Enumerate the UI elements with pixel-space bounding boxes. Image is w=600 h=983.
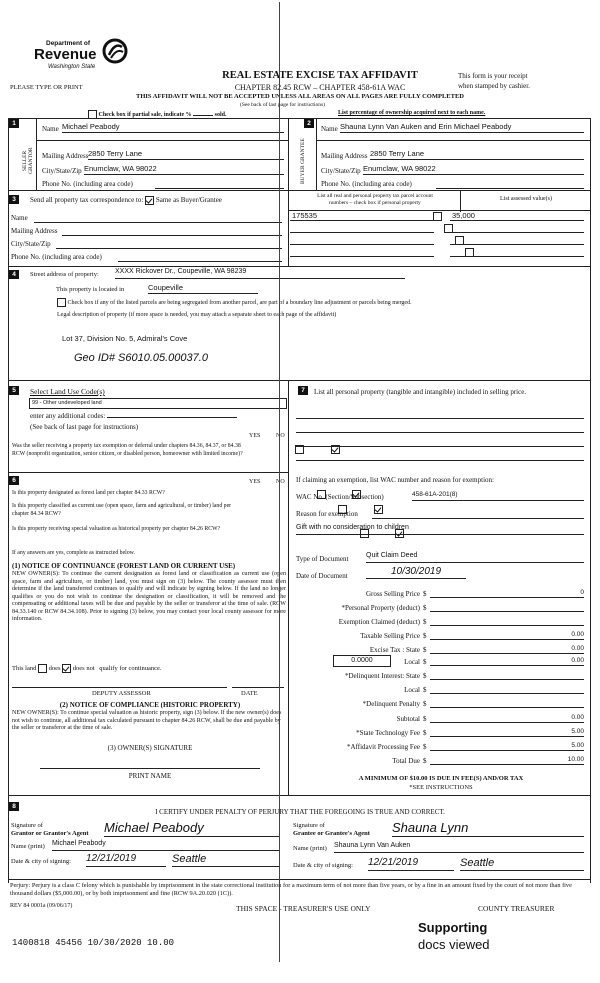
sec5-yes-header: YES (249, 433, 261, 439)
parcel-line-4[interactable] (290, 256, 434, 257)
buyer-name-label: Name (321, 125, 338, 133)
buyer-name[interactable]: Shauna Lynn Van Auken and Erin Michael Peabody (340, 122, 584, 133)
seller-name[interactable]: Michael Peabody (62, 122, 284, 133)
segregated-row: Check box if any of the listed parcels are being segregated from another parcel, are part of a boundary line adjustment or parcels being merged. (57, 298, 412, 307)
receipt-note-2: when stamped by cashier. (458, 82, 530, 90)
gross-dollar: $ (423, 590, 427, 598)
print-name-label: PRINT NAME (128, 772, 172, 780)
owner-signature-label: (3) OWNER(S) SIGNATURE (107, 744, 193, 752)
county-treasurer: COUNTY TREASURER (478, 904, 555, 913)
land-use-code: 99 - Other undeveloped land (32, 400, 102, 406)
total-value[interactable]: 10.00 (430, 756, 584, 765)
doc-type[interactable]: Quit Claim Deed (366, 552, 584, 563)
parcel-line-2[interactable] (290, 232, 434, 233)
deputy-date-line[interactable] (232, 687, 284, 688)
assessed-line-1 (450, 220, 584, 221)
grantor-signature[interactable]: Michael Peabody (104, 820, 280, 837)
exemption-claimed-value[interactable] (430, 617, 584, 626)
excise-state-label: Excise Tax : State (369, 646, 420, 654)
tax-phone-label: Phone No. (including area code) (11, 253, 102, 261)
local-rate: 0.0000 (351, 657, 373, 664)
land-does-checkbox[interactable] (38, 664, 47, 673)
notice-compliance-title: (2) NOTICE OF COMPLIANCE (HISTORIC PROPERTY) (59, 701, 241, 709)
buyer-city-label: City/State/Zip (321, 167, 361, 175)
buyer-city[interactable]: Enumclaw, WA 98022 (363, 164, 584, 175)
gross-label: Gross Selling Price (365, 590, 420, 598)
grantor-sig-label-1: Signature of (11, 822, 43, 829)
buyer-phone[interactable] (436, 180, 584, 189)
please-type: PLEASE TYPE OR PRINT (10, 84, 83, 91)
grantee-name[interactable]: Shauna Lynn Van Auken (334, 842, 584, 853)
located-in[interactable]: Coupeville (148, 283, 258, 294)
personal-property-line-4[interactable] (296, 460, 584, 461)
grantor-date-label: Date & city of signing: (11, 858, 71, 865)
notice-continuance-body: NEW OWNER(S): To continue the current designation as forest land or classification as current use (open space, farm and agriculture, or timber) land, you must sign on (3) below. The county assessor must then determine if the land transferred continues to qualify and will indicate by signing below. If the land no longer qualifies or you do not wish to continue the designation or classification, it will be removed and the compensating or additional taxes will be due and payable by the seller or transferor at the time of sale. (RCW 84.33.140 or RCW 84.34.108). Prior to signing (3) below, you may contact your local county assessor for more information. (12, 571, 286, 622)
logo-state: Washington State (48, 64, 96, 70)
affidavit-fee-dollar: $ (423, 743, 427, 751)
list-personal-property: List all personal property (tangible and intangible) included in selling price. (314, 388, 527, 396)
seller-city[interactable]: Enumclaw, WA 98022 (84, 164, 284, 175)
grantee-date-label: Date & city of signing: (293, 862, 353, 869)
reason-label: Reason for exemption (296, 510, 358, 518)
warning-banner: THIS AFFIDAVIT WILL NOT BE ACCEPTED UNLESS ALL AREAS ON ALL PAGES ARE FULLY COMPLETED (136, 93, 464, 100)
grantee-date[interactable]: 12/21/2019 (368, 857, 454, 871)
revenue-logo (34, 40, 129, 76)
tax-mail-label: Mailing Address (11, 227, 58, 235)
logo-swirl-icon (102, 38, 128, 64)
section-6-number: 6 (9, 476, 19, 485)
sec5-q1: Was the seller receiving a property tax exemption or deferral under chapters 84.36, 84.37, or 84.38 RCW (nonprofit organization, senior citizen, or disabled person, homeowner with limited income)? (12, 443, 243, 457)
seller-phone[interactable] (155, 180, 284, 189)
doc-date[interactable]: 10/30/2019 (366, 566, 466, 579)
land-does-not-checkbox[interactable] (62, 664, 71, 673)
taxable-label: Taxable Selling Price (360, 632, 420, 640)
owner-signature-line[interactable] (40, 768, 260, 769)
same-as-buyer-checkbox[interactable] (145, 196, 154, 205)
sec6-yes-header: YES (249, 479, 261, 485)
seller-phone-label: Phone No. (including area code) (42, 180, 133, 188)
subtotal-value[interactable]: 0.00 (430, 714, 584, 723)
assessed-value[interactable]: 35,000 (452, 211, 475, 220)
buyer-mail[interactable]: 2850 Terry Lane (370, 149, 584, 160)
receipt-stamp: 1400818 45456 10/30/2020 10.00 (12, 938, 175, 948)
personal-deduct-dollar: $ (423, 604, 427, 612)
parcel-line-3[interactable] (290, 244, 434, 245)
treasurer-use: THIS SPACE - TREASURER'S USE ONLY (236, 904, 371, 913)
tech-fee-dollar: $ (423, 729, 427, 737)
section-7-number: 7 (298, 386, 308, 395)
tax-city-label: City/State/Zip (11, 240, 51, 248)
seller-name-label: Name (42, 125, 59, 133)
taxable-dollar: $ (423, 632, 427, 640)
local-value[interactable]: 0.00 (430, 657, 584, 666)
deputy-label: DEPUTY ASSESSOR (92, 690, 151, 697)
legal-description[interactable]: Lot 37, Division No. 5, Admiral's Cove (62, 334, 188, 343)
delinquent-state-value[interactable] (430, 671, 584, 680)
penalty-label: *Delinquent Penalty (362, 700, 420, 708)
buyer-mail-label: Mailing Address (321, 152, 368, 160)
parcel-header-2: numbers – check box if personal property (329, 200, 421, 206)
gross-value[interactable]: 0 (430, 589, 584, 598)
claiming-exemption: If claiming an exemption, list WAC number and reason for exemption: (296, 476, 494, 484)
sec6-no-header: NO (276, 479, 285, 485)
parcel-line-1 (290, 220, 434, 221)
supporting-docs-1: Supporting (418, 920, 488, 935)
seller-mail[interactable]: 2850 Terry Lane (88, 149, 284, 160)
total-dollar: $ (423, 757, 427, 765)
sec5-no-header: NO (276, 433, 285, 439)
sec6-q2: Is this property classified as current use (open space, farm and agricultural, or timber) land per chapter 84.34 RCW? (12, 503, 232, 517)
assessed-header: List assessed value(s) (500, 196, 552, 202)
section-5-number: 5 (9, 386, 19, 395)
doc-date-label: Date of Document (296, 572, 348, 580)
tax-name-input[interactable] (34, 214, 282, 223)
personal-property-line-1[interactable] (296, 418, 584, 419)
exemption-claimed-dollar: $ (423, 618, 427, 626)
select-land-use-label: Select Land Use Code(s) (30, 387, 105, 396)
reason-text[interactable]: Gift with no consideration to children (296, 524, 409, 531)
land-use-select[interactable] (29, 398, 287, 409)
section-4-number: 4 (9, 270, 19, 279)
affidavit-fee-value[interactable]: 5.00 (430, 742, 584, 751)
local-label: Local (404, 658, 420, 666)
parcel-number[interactable]: 175535 (292, 211, 318, 220)
tax-phone-input[interactable] (118, 253, 282, 262)
section-2-number: 2 (304, 119, 314, 128)
affidavit-fee-label: *Affidavit Processing Fee (347, 743, 420, 751)
sec6-q2-no[interactable] (374, 505, 383, 514)
receipt-note-1: This form is your receipt (458, 72, 528, 80)
grantor-date[interactable]: 12/21/2019 (86, 853, 166, 867)
legal-label: Legal description of property (if more space is needed, you may attach a separate sheet to each page of the affidavit) (57, 312, 337, 318)
section-1-number: 1 (9, 119, 19, 128)
delinquent-state-label: *Delinquent Interest: State (344, 672, 420, 680)
deputy-line[interactable] (12, 687, 227, 688)
grantor-name-label: Name (print) (11, 843, 45, 850)
delinquent-local-value[interactable] (430, 685, 584, 694)
logo-revenue: Revenue (34, 46, 97, 63)
sec6-q3: Is this property receiving special valuation as historical property per chapter 84.26 RCW? (12, 526, 221, 532)
section-8-number: 8 (9, 802, 19, 811)
doc-type-label: Type of Document (296, 555, 349, 563)
section-3-number: 3 (9, 195, 19, 204)
sec5-see-back: (See back of last page for instructions) (30, 423, 139, 431)
grantee-signature[interactable]: Shauna Lynn (392, 820, 584, 837)
logo-dept: Department of (46, 40, 91, 47)
land-qualify-row: This land does does not qualify for continuance. (12, 664, 162, 672)
buyer-phone-label: Phone No. (including area code) (321, 180, 412, 188)
geo-id[interactable]: Geo ID# S6010.05.00037.0 (74, 352, 208, 364)
taxable-value[interactable]: 0.00 (430, 631, 584, 640)
reason-line (372, 518, 584, 519)
parcel-header-1: List all real and personal property tax parcel account (317, 193, 433, 199)
grantor-sig-label-2: Grantor or Grantor's Agent (11, 830, 89, 837)
grantee-sig-label-2: Grantee or Grantee's Agent (293, 830, 370, 837)
delinquent-local-dollar: $ (423, 686, 427, 694)
certify-statement: I CERTIFY UNDER PENALTY OF PERJURY THAT THE FOREGOING IS TRUE AND CORRECT. (155, 808, 445, 816)
wac-label: WAC No. (Section/Subsection) (296, 493, 384, 501)
segregated-checkbox[interactable] (57, 298, 66, 307)
sec6-q1: Is this property designated as forest land per chapter 84.33 RCW? (12, 490, 165, 496)
penalty-value[interactable] (430, 699, 584, 708)
form-subtitle: CHAPTER 82.45 RCW – CHAPTER 458-61A WAC (234, 83, 406, 92)
personal-property-line-2[interactable] (296, 432, 584, 433)
supporting-docs-2: docs viewed (418, 937, 490, 952)
personal-deduct-label: *Personal Property (deduct) (341, 604, 420, 612)
tech-fee-label: *State Technology Fee (356, 729, 420, 737)
assessed-line-4[interactable] (450, 256, 584, 257)
parcel-personal-checkbox-1[interactable] (433, 212, 442, 221)
sec6-if-yes: If any answers are yes, complete as instructed below. (12, 550, 135, 556)
tax-city-input[interactable] (56, 240, 282, 249)
buyer-side-label: BUYER GRANTEE (300, 138, 306, 184)
grantee-city[interactable]: Seattle (460, 857, 584, 871)
personal-deduct-value[interactable] (430, 603, 584, 612)
rev-number: REV 84 0001a (09/06/17) (10, 903, 73, 909)
subtotal-dollar: $ (423, 715, 427, 723)
tax-mail-input[interactable] (62, 227, 282, 236)
see-instructions: *SEE INSTRUCTIONS (409, 784, 473, 791)
notice-continuance-title: (1) NOTICE OF CONTINUANCE (FOREST LAND OR CURRENT USE) (12, 562, 236, 570)
partial-sale[interactable]: Check box if partial sale, indicate % sold. (88, 110, 227, 119)
tax-name-label: Name (11, 214, 28, 222)
seller-side-label: SELLER GRANTOR (22, 147, 34, 175)
excise-state-value[interactable]: 0.00 (430, 645, 584, 654)
penalty-dollar: $ (423, 700, 427, 708)
reason-line-2 (296, 534, 584, 535)
assessed-line-3[interactable] (450, 244, 584, 245)
exemption-claimed-label: Exemption Claimed (deduct) (338, 618, 420, 626)
minimum-due: A MINIMUM OF $10.00 IS DUE IN FEE(S) AND/OR TAX (358, 775, 524, 782)
subtotal-label: Subtotal (396, 715, 420, 723)
seller-mail-label: Mailing Address (42, 152, 89, 160)
delinquent-local-label: Local (404, 686, 420, 694)
perjury-note: Perjury: Perjury is a class C felony which is punishable by imprisonment in the state correctional institution for a maximum term of not more than five years, or by a fine in an amount fixed by the court of not more than five thousand dollars ($5,000.00), or by both imprisonment and fine (RCW 9A.20.020 (1C)). (10, 882, 572, 897)
delinquent-state-dollar: $ (423, 672, 427, 680)
additional-codes-label: enter any additional codes: (30, 412, 237, 420)
deputy-date-label: DATE (241, 690, 258, 697)
see-back: (See back of last page for instructions) (240, 102, 325, 108)
seller-city-label: City/State/Zip (42, 167, 82, 175)
excise-state-dollar: $ (423, 646, 427, 654)
assessed-line-2[interactable] (450, 232, 584, 233)
street-address[interactable]: XXXX Rickover Dr., Coupeville, WA 98239 (115, 268, 405, 279)
tech-fee-value[interactable]: 5.00 (430, 728, 584, 737)
grantee-sig-label-1: Signature of (293, 822, 325, 829)
located-label: This property is located in (56, 286, 125, 293)
total-label: Total Due (392, 757, 420, 765)
personal-property-line-3[interactable] (296, 446, 584, 447)
grantor-name[interactable]: Michael Peabody (52, 840, 280, 851)
local-dollar: $ (423, 658, 427, 666)
form-title: REAL ESTATE EXCISE TAX AFFIDAVIT (222, 70, 418, 81)
notice-compliance-body: NEW OWNER(S): To continue special valuation as historic property, sign (3) below. If the new owner(s) does not wish to continue, all additional tax calculated pursuant to chapter 84.26 RCW, shall be due and payable by the seller or transferor at the time of sale. (12, 710, 282, 731)
wac-number[interactable]: 458-61A-201(8) (412, 491, 584, 501)
pct-ownership-note: List percentage of ownership acquired next to each name. (338, 110, 486, 116)
grantee-name-label: Name (print) (293, 845, 327, 852)
grantor-city[interactable]: Seattle (172, 853, 280, 867)
send-correspondence: Send all property tax correspondence to: Same as Buyer/Grantee (30, 196, 222, 205)
street-label: Street address of property: (30, 271, 99, 278)
